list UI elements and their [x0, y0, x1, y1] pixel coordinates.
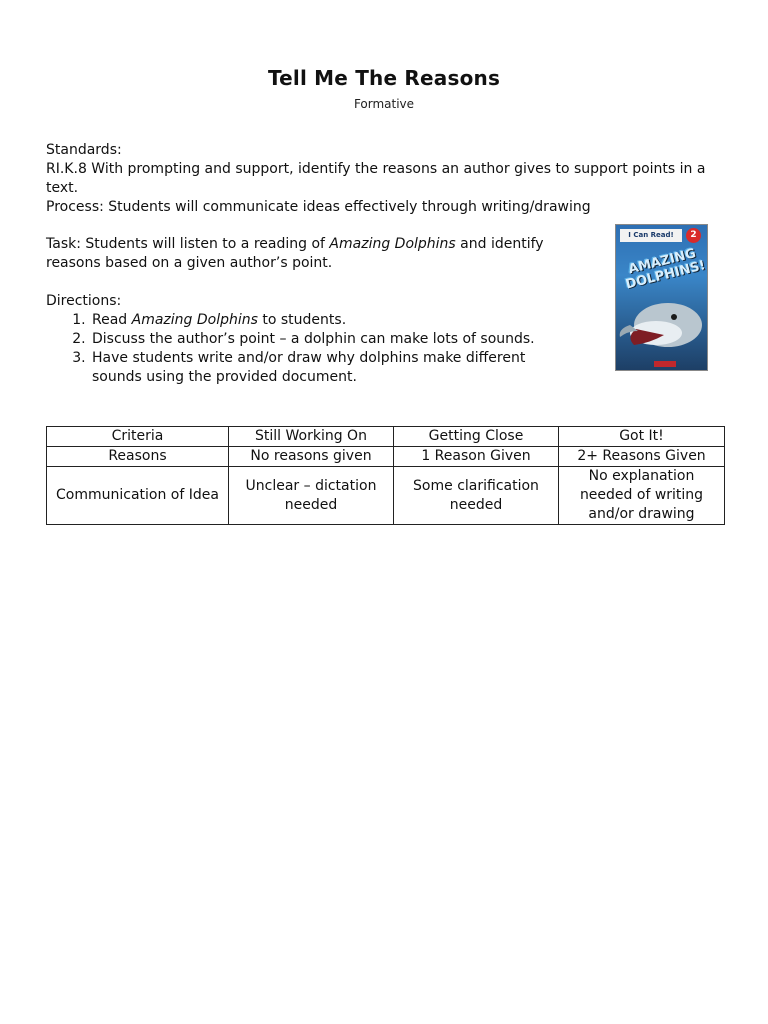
table-cell: 1 Reason Given — [394, 447, 559, 467]
table-cell: Unclear – dictation needed — [229, 467, 394, 525]
process-text: Process: Students will communicate ideas effectively through writing/drawing — [46, 199, 591, 215]
table-row — [47, 467, 725, 525]
direction-item: 3. Have students write and/or draw why dolphins make different sounds using the provided document. — [90, 349, 570, 387]
table-header-cell: Getting Close — [394, 427, 559, 447]
dolphin-illustration — [616, 225, 708, 371]
table-row — [47, 447, 725, 467]
book-level-badge: 2 — [686, 228, 701, 243]
page-subtitle: Formative — [353, 97, 415, 111]
direction-item — [90, 311, 570, 330]
table-cell: No reasons given — [229, 447, 394, 467]
book-cover-title: AMAZING DOLPHINS! — [624, 246, 707, 293]
standards-text: RI.K.8 With prompting and support, identify the reasons an author gives to support points in a text. — [46, 161, 706, 196]
direction-book-title: Amazing Dolphins — [131, 312, 258, 328]
page-title: Tell Me The Reasons — [267, 66, 501, 90]
direction-suffix: to students. — [257, 312, 347, 328]
table-header-cell: Still Working On — [229, 427, 394, 447]
direction-item: 2. Discuss the author’s point – a dolphin can make lots of sounds. — [90, 330, 570, 349]
task-suffix: and identify reasons based on a given author’s point. — [46, 236, 544, 271]
table-header-cell: Got It! — [559, 427, 725, 447]
table-cell: Communication of Idea — [47, 467, 229, 525]
directions-list — [46, 311, 570, 387]
task-prefix: Task: Students will listen to a reading of — [46, 236, 330, 252]
book-cover-image — [615, 224, 708, 371]
table-cell: Some clarification needed — [394, 467, 559, 525]
standards-label: Standards: — [46, 142, 122, 158]
task-text — [46, 235, 566, 273]
table-cell: No explanation needed of writing and/or drawing — [559, 467, 725, 525]
table-header-cell: Criteria — [47, 427, 229, 447]
publisher-logo — [654, 361, 676, 367]
table-cell: Reasons — [47, 447, 229, 467]
direction-prefix: Read — [92, 312, 132, 328]
rubric-table — [46, 426, 725, 525]
directions-label: Directions: — [46, 293, 122, 309]
task-book-title: Amazing Dolphins — [329, 236, 456, 252]
book-series-label: I Can Read! — [620, 229, 682, 242]
table-header-row — [47, 427, 725, 447]
table-cell: 2+ Reasons Given — [559, 447, 725, 467]
